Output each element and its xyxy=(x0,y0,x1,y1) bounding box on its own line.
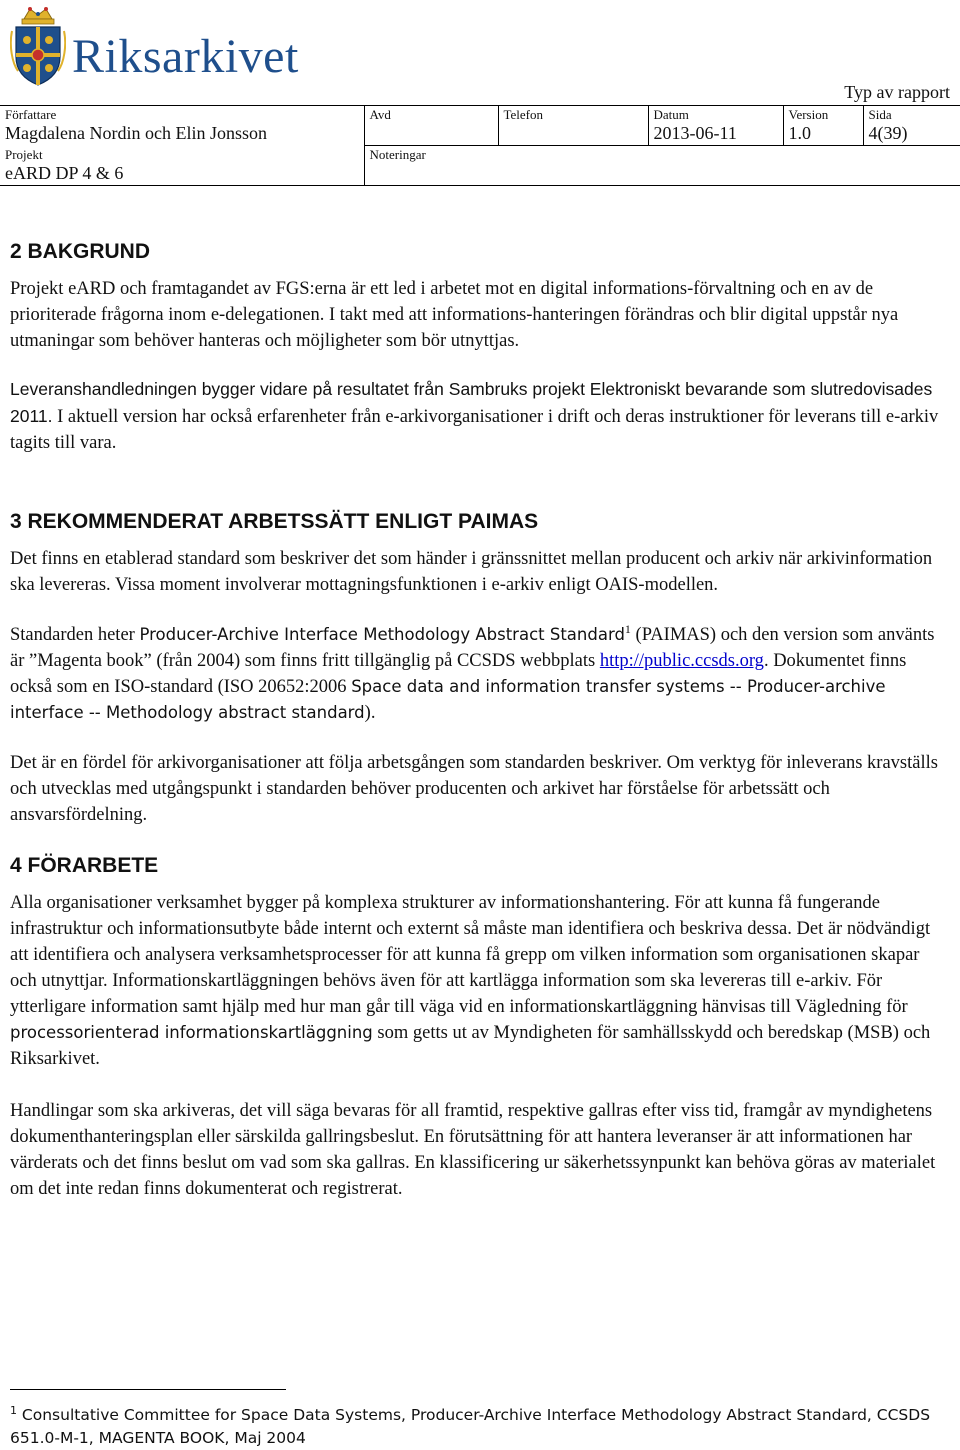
section-3-paragraph-2 xyxy=(10,622,945,726)
paragraph-text: som getts ut av Myndigheten för samhällsskydd och beredskap (MSB) och Riksarkivet. xyxy=(10,1023,931,1069)
sida-value: 4(39) xyxy=(868,123,908,143)
footnote xyxy=(10,1404,950,1450)
avd-label: Avd xyxy=(369,107,391,122)
section-3-paragraph-1: Det finns en etablerad standard som beskriver det som händer i gränssnittet mellan producent och arkiv när arkivinformation ska levereras. Vissa moment involverar mottagningsfunktionen i e-arkiv enligt OAIS-modellen. xyxy=(10,549,933,595)
footnote-number: 1 xyxy=(10,1403,17,1417)
sida-label: Sida xyxy=(868,107,892,122)
projekt-label: Projekt xyxy=(5,146,43,162)
paragraph-text: ). xyxy=(364,703,376,723)
sambruks-sentence: Leveranshandledningen bygger vidare på resultatet från Sambruks projekt Elektroniskt bevarande som slutredovisades 2011. xyxy=(10,379,933,426)
section-3-paragraph-3: Det är en fördel för arkivorganisationer att följa arbetsgången som standarden beskriver. Om verktyg för inleverans kravställs och utvecklas med utgångspunkt i standarden behöver producenten och arkivet har förståelse för arbetssätt och ansvarsfördelning. xyxy=(10,753,938,825)
logo-wordmark: Riksarkivet xyxy=(72,30,299,83)
ccsds-link[interactable]: http://public.ccsds.org xyxy=(599,651,764,671)
section-2-heading: 2 BAKGRUND xyxy=(10,240,151,263)
footnote-reference[interactable]: 1 xyxy=(624,621,631,636)
projekt-value: eARD DP 4 & 6 xyxy=(5,162,124,183)
version-value: 1.0 xyxy=(788,123,811,143)
author-value: Magdalena Nordin och Elin Jonsson xyxy=(5,123,267,143)
datum-value: 2013-06-11 xyxy=(653,123,737,143)
telefon-label: Telefon xyxy=(503,107,544,122)
section-4-heading: 4 FÖRARBETE xyxy=(10,854,159,877)
section-2-paragraph-2 xyxy=(10,376,945,456)
report-type: Typ av rapport xyxy=(844,82,950,102)
riksarkivet-logo xyxy=(10,5,310,85)
iso-standard-title: Space data and information transfer systems -- Producer-archive interface -- Methodology abstract standard xyxy=(10,677,886,722)
footnote-separator xyxy=(10,1389,286,1390)
author-label: Författare xyxy=(5,107,57,122)
guide-title: processorienterad informationskartläggning xyxy=(10,1023,373,1042)
noteringar-label: Noteringar xyxy=(369,147,426,162)
paragraph-text: Alla organisationer verksamhet bygger på komplexa strukturer av informationshantering. För att kunna få fungerande infrastruktur och informationsutbyte både internt och externt så måste man identifiera och beskriva dessa. Det är nödvändigt att identifiera och analysera verksamhetsprocesser för att kunna få grepp om vilken information som organisationen skapar och utnyttjar. Informationskartläggningen behövs även för att kartlägga information som ska levereras till e-arkiv. För ytterligare information samt hjälp med hur man går till väga vid en informationskartläggning hänvisas till Vägledning för xyxy=(10,893,931,1017)
document-metadata-table xyxy=(0,105,960,186)
document-body xyxy=(10,238,945,1202)
section-3-heading: 3 REKOMMENDERAT ARBETSSÄTT ENLIGT PAIMAS xyxy=(10,510,539,533)
datum-label: Datum xyxy=(653,107,689,122)
section-2-paragraph-1: Projekt eARD och framtagandet av FGS:erna är ett led i arbetet mot en digital informations-förvaltning och en av de prioriterade frågorna inom e-delegationen. I takt med att informations-hanteringen förändras och blir digital uppstår nya utmaningar som behöver hanteras och möjligheter som bör utnyttjas. xyxy=(10,279,899,351)
paragraph-text: . Dokumentet finns också som en ISO-standard (ISO 20652:2006 xyxy=(10,651,907,697)
paragraph-text: (PAIMAS) och den version som använts är ”Magenta book” (från 2004) som finns fritt tillgänglig på CCSDS webbplats xyxy=(10,625,935,671)
crest-icon xyxy=(10,5,66,87)
section-4-paragraph-2: Handlingar som ska arkiveras, det vill säga bevaras för all framtid, respektive gallras efter viss tid, framgår av myndighetens dokumenthanteringsplan eller särskilda gallringsbeslut. En förutsättning för att hantera leveranser är att informationen har värderats och det finns beslut om vad som ska gallras. En klassificering ur säkerhetssynpunkt kan behöva göras av materialet om det inte redan finns dokumenterat och registrerat. xyxy=(10,1101,936,1199)
version-label: Version xyxy=(788,107,829,122)
standard-name: Producer-Archive Interface Methodology Abstract Standard xyxy=(139,625,625,644)
paragraph-text: Standarden heter xyxy=(10,625,140,645)
paragraph-text: I aktuell version har också erfarenheter från e-arkivorganisationer i drift och deras instruktioner för leverans till e-arkiv tagits till vara. xyxy=(10,407,939,453)
section-4-paragraph-1 xyxy=(10,890,945,1072)
footnote-text: Consultative Committee for Space Data Systems, Producer-Archive Interface Methodology Abstract Standard, CCSDS 651.0-M-1, MAGENTA BOOK, Maj 2004 xyxy=(10,1406,931,1447)
